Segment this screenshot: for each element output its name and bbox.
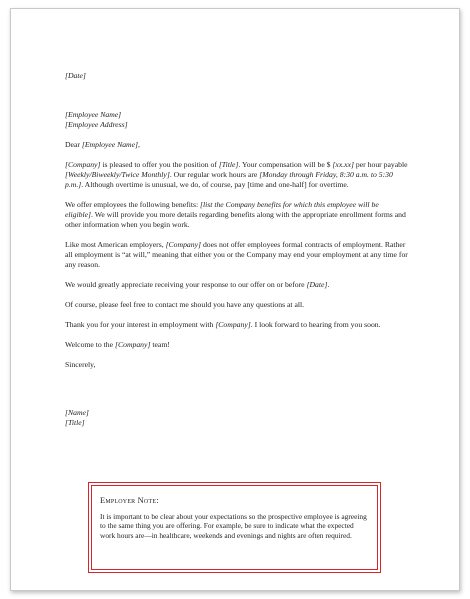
paragraph-benefits: We offer employees the following benefits: [list the Company benefits for which this employee will be eligible]. We will provide you more details regarding benefits along with the appropriate enrollment forms and other information when you begin work.: [65, 200, 406, 229]
signer-name: [Name]: [65, 408, 89, 417]
paragraph-offer: [Company] is pleased to offer you the position of [Title]. Your compensation will be $ [xx.xx] per hour payable [Weekly/Biweekly/Twice Monthly]. Our regular work hours are [Monday through Friday, 8:30 a.m. to 5:30 p.m.]. Although overtime is unusual, we do, of course, pay [time and one-half] for overtime.: [65, 160, 408, 189]
paragraph-thanks: Thank you for your interest in employment with [Company]. I look forward to hearing from you soon.: [65, 320, 381, 329]
employer-note-box: [88, 482, 381, 573]
employer-note-body: It is important to be clear about your expectations so the prospective employee is agreeing to the same thing you are offering. For example, be sure to indicate what the expected work hours are—in healthcare, weekends and evenings and nights are often required.: [100, 511, 367, 540]
letter-date: [Date]: [65, 71, 86, 80]
paragraph-welcome: Welcome to the [Company] team!: [65, 340, 170, 349]
offer-letter: [65, 71, 408, 438]
signer-title: [Title]: [65, 418, 85, 427]
employer-note-title: Employer Note:: [100, 496, 159, 505]
salutation: Dear [Employee Name],: [65, 140, 140, 149]
signature-block: [65, 408, 408, 428]
document-page: [10, 8, 460, 591]
recipient-block: [65, 110, 408, 130]
paragraph-response: We would greatly appreciate receiving your response to our offer on or before [Date].: [65, 280, 330, 289]
employee-address: [Employee Address]: [65, 120, 128, 129]
paragraph-questions: Of course, please feel free to contact me should you have any questions at all.: [65, 300, 305, 309]
paragraph-at-will: Like most American employers, [Company] does not offer employees formal contracts of employment. Rather all employment is “at will,” meaning that either you or the Company may end your employment at any time for any reason.: [65, 240, 408, 269]
employer-note-inner: [91, 485, 378, 570]
closing: Sincerely,: [65, 360, 96, 369]
employee-name: [Employee Name]: [65, 110, 122, 119]
